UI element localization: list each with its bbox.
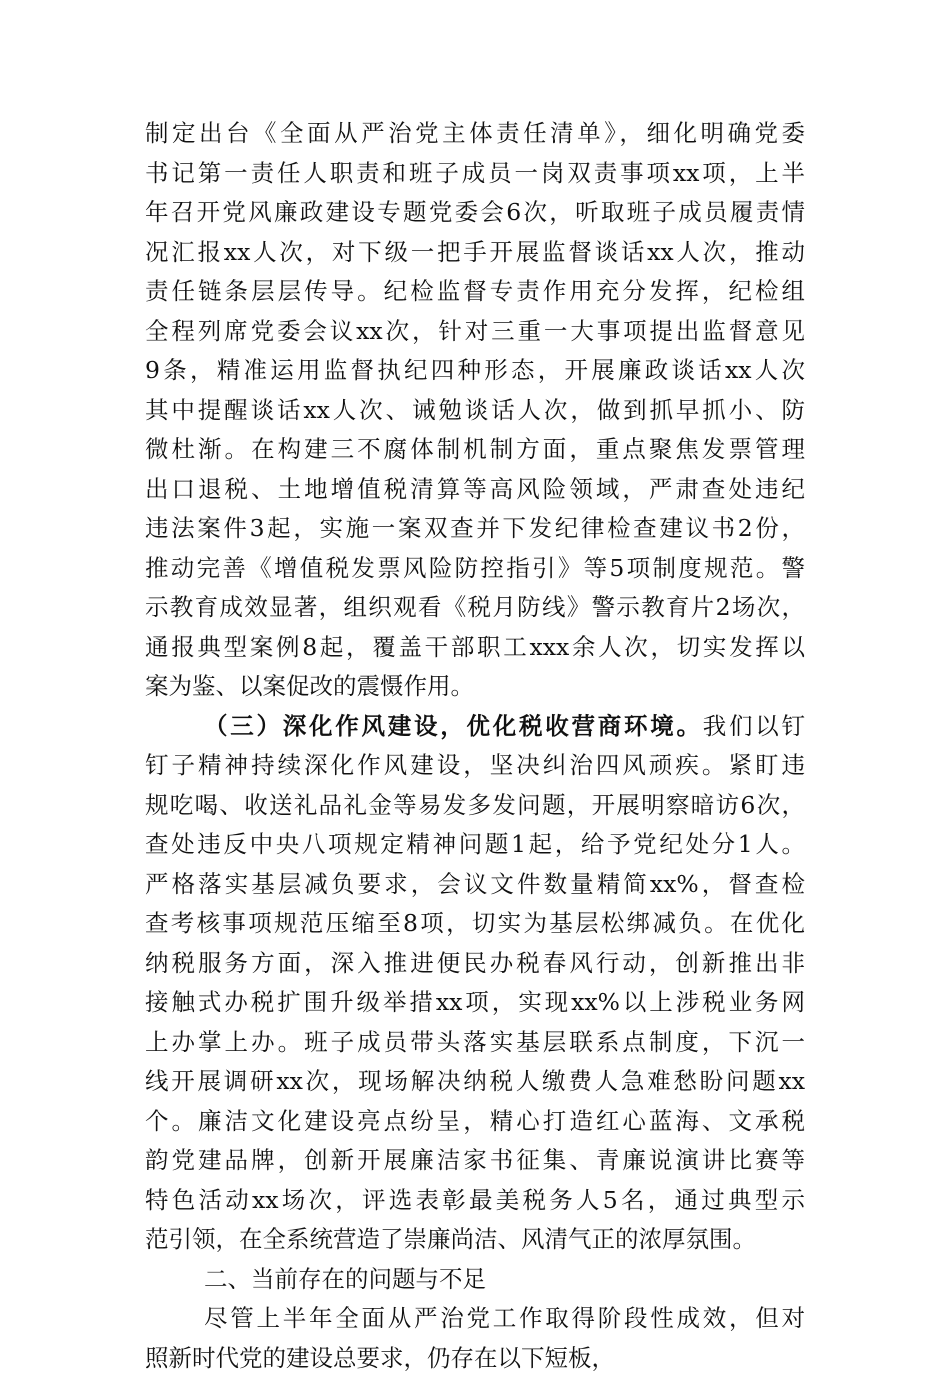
paragraph-first-line-text: 我们以钉 [703,712,805,740]
text-line: 通报典型案例8起，覆盖干部职工xxx余人次，切实发挥以 [145,628,805,668]
text-line: 责任链条层层传导。纪检监督专责作用充分发挥，纪检组 [145,272,805,312]
text-line: 范引领，在全系统营造了崇廉尚洁、风清气正的浓厚氛围。 [145,1220,805,1260]
text-line: 线开展调研xx次，现场解决纳税人缴费人急难愁盼问题xx [145,1062,805,1102]
text-line: 全程列席党委会议xx次，针对三重一大事项提出监督意见 [145,312,805,352]
text-line: 查考核事项规范压缩至8项，切实为基层松绑减负。在优化 [145,904,805,944]
text-line: 况汇报xx人次，对下级一把手开展监督谈话xx人次，推动 [145,233,805,273]
paragraph-work-style [145,707,805,1260]
text-line: 查处违反中央八项规定精神问题1起，给予党纪处分1人。 [145,825,805,865]
document-body [145,114,805,1378]
text-line: 年召开党风廉政建设专题党委会6次，听取班子成员履责情 [145,193,805,233]
text-line: 严格落实基层减负要求，会议文件数量精简xx%，督查检 [145,865,805,905]
text-line: 制定出台《全面从严治党主体责任清单》，细化明确党委 [145,114,805,154]
text-line: 钉子精神持续深化作风建设，坚决纠治四风顽疾。紧盯违 [145,746,805,786]
text-line: 9条，精准运用监督执纪四种形态，开展廉政谈话xx人次 [145,351,805,391]
text-line: 上办掌上办。班子成员带头落实基层联系点制度，下沉一 [145,1023,805,1063]
text-line: 违法案件3起，实施一案双查并下发纪律检查建议书2份， [145,509,805,549]
text-line: 案为鉴、以案促改的震慑作用。 [145,667,805,707]
section-heading: 二、当前存在的问题与不足 [145,1260,805,1300]
text-line: 照新时代党的建设总要求，仍存在以下短板， [145,1339,805,1378]
paragraph-accountability [145,114,805,707]
text-line: 尽管上半年全面从严治党工作取得阶段性成效，但对 [145,1299,805,1339]
text-line: 特色活动xx场次，评选表彰最美税务人5名，通过典型示 [145,1181,805,1221]
text-line: 推动完善《增值税发票风险防控指引》等5项制度规范。警 [145,549,805,589]
text-line: 其中提醒谈话xx人次、诫勉谈话人次，做到抓早抓小、防 [145,391,805,431]
paragraph-first-line [145,707,805,747]
text-line: 个。廉洁文化建设亮点纷呈，精心打造红心蓝海、文承税 [145,1102,805,1142]
text-line: 微杜渐。在构建三不腐体制机制方面，重点聚焦发票管理 [145,430,805,470]
paragraph-shortcomings [145,1299,805,1378]
subsection-heading: （三）深化作风建设，优化税收营商环境。 [204,712,703,740]
text-line: 书记第一责任人职责和班子成员一岗双责事项xx项，上半 [145,154,805,194]
text-line: 示教育成效显著，组织观看《税月防线》警示教育片2场次， [145,588,805,628]
text-line: 出口退税、土地增值税清算等高风险领域，严肃查处违纪 [145,470,805,510]
text-line: 接触式办税扩围升级举措xx项，实现xx%以上涉税业务网 [145,983,805,1023]
text-line: 纳税服务方面，深入推进便民办税春风行动，创新推出非 [145,944,805,984]
text-line: 规吃喝、收送礼品礼金等易发多发问题，开展明察暗访6次， [145,786,805,826]
text-line: 韵党建品牌，创新开展廉洁家书征集、青廉说演讲比赛等 [145,1141,805,1181]
